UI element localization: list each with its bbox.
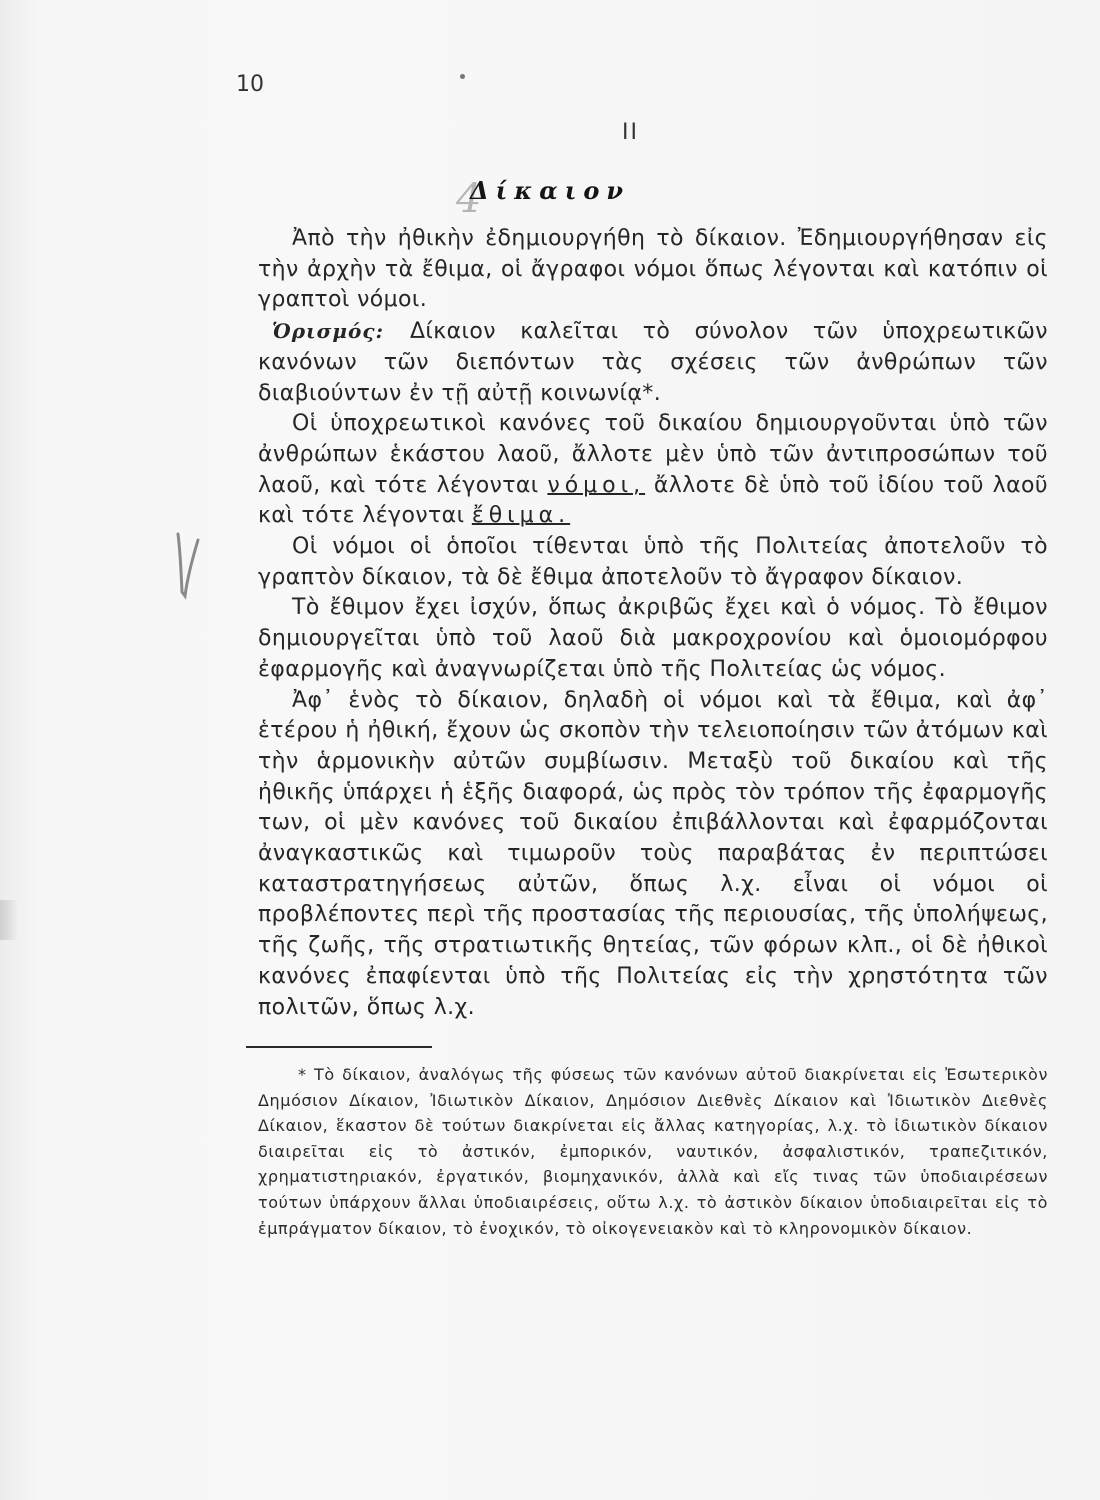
chapter-title: Δίκαιον: [470, 176, 630, 205]
paragraph-rules: [258, 409, 1048, 532]
paragraph-origin: Ἀπὸ τὴν ἠθικὴν ἐδημιουργήθη τὸ δίκαιον. Ἐδημιουργήθησαν εἰς τὴν ἀρχὴν τὰ ἔθιμα, οἱ ἄγραφοι νόμοι ὅπως λέγονται καὶ κατόπιν οἱ γραπτοὶ νόμοι.: [258, 226, 1048, 313]
rules-text-a: Οἱ ὑποχρεωτικοὶ κανόνες τοῦ δικαίου δημιουργοῦνται ὑπὸ τῶν ἀνθρώπων ἑκάστου λαοῦ, ἄλλοτε μὲν ὑπὸ τῶν ἀντιπροσώπων τοῦ λαοῦ, καὶ τότε λέγονται: [258, 411, 1048, 498]
paragraph-law-ethics: Ἀφ᾽ ἑνὸς τὸ δίκαιον, δηλαδὴ οἱ νόμοι καὶ τὰ ἔθιμα, καὶ ἀφ᾽ ἑτέρου ἡ ἠθική, ἔχουν ὡς σκοπὸν τὴν τελειοποίησιν τῶν ἀτόμων καὶ τὴν ἁρμονικὴν αὐτῶν συμβίωσιν. Μεταξὺ τοῦ δικαίου καὶ τῆς ἠθικῆς ὑπάρχει ἡ ἑξῆς διαφορά, ὡς πρὸς τὸν τρόπον τῆς ἐφαρμογῆς των, οἱ μὲν κανόνες τοῦ δικαίου ἐπιβάλλονται καὶ ἐφαρμόζονται ἀναγκαστικῶς καὶ τιμωροῦν τοὺς παραβάτας ἐν περιπτώσει καταστρατηγήσεως αὐτῶν, ὅπως λ.χ. εἶναι οἱ νόμοι οἱ προβλέποντες περὶ τῆς προστασίας τῆς περιουσίας, τῆς ὑπολήψεως, τῆς ζωῆς, τῆς στρατιωτικῆς θητείας, τῶν φόρων κλπ., οἱ δὲ ἠθικοὶ κανόνες ἐπαφίενται ὑπὸ τῆς Πολιτείας εἰς τὴν χρηστότητα τῶν πολιτῶν, ὅπως λ.χ.: [258, 687, 1048, 1020]
definition-term: Ὁρισμός:: [272, 319, 384, 344]
paragraph-custom: Τὸ ἔθιμον ἔχει ἰσχύν, ὅπως ἀκριβῶς ἔχει καὶ ὁ νόμος. Τὸ ἔθιμον δημιουργεῖται ὑπὸ τοῦ λαοῦ διὰ μακροχρονίου καὶ ὁμοιομόρφου ἐφαρμογῆς καὶ ἀναγνωρίζεται ὑπὸ τῆς Πολιτείας ὡς νόμος.: [258, 595, 1048, 682]
term-ethima: ἔθιμα.: [471, 503, 571, 529]
paragraph-definition: [258, 316, 1048, 409]
footnote-divider: [246, 1046, 432, 1048]
page-number: 10: [236, 72, 264, 97]
footnote: * Τὸ δίκαιον, ἀναλόγως τῆς φύσεως τῶν κανόνων αὐτοῦ διακρίνεται εἰς Ἐσωτερικὸν Δημόσιον Δίκαιον, Ἰδιωτικὸν Δίκαιον, Δημόσιον Διεθνὲς Δίκαιον καὶ Ἰδιωτικὸν Διεθνὲς Δίκαιον, ἕκαστον δὲ τούτων διακρίνεται εἰς ἄλλας κατηγορίας, λ.χ. τὸ ἰδιωτικὸν δίκαιον διαιρεῖται εἰς τὸ ἀστικόν, ἐμπορικόν, ναυτικόν, ἀσφαλιστικόν, τραπεζιτικόν, χρηματιστηριακόν, ἐργατικόν, βιομηχανικόν, ἀλλὰ καὶ εἴς τινας τῶν ὑποδιαιρέσεων τούτων ὑπάρχουν ἄλλαι ὑποδιαιρέσεις, οὕτω λ.χ. τὸ ἀστικὸν δίκαιον ὑποδιαιρεῖται εἰς τὸ ἐμπράγματον δίκαιον, τὸ ἐνοχικόν, τὸ οἰκογενειακὸν καὶ τὸ κληρονομικὸν δίκαιον.: [258, 1065, 1048, 1238]
rules-text-b: ἄλλοτε δὲ ὑπὸ τοῦ ἰδίου τοῦ λαοῦ καὶ τότε λέγονται: [258, 472, 1048, 529]
definition-text: Δίκαιον καλεῖται τὸ σύνολον τῶν ὑποχρεωτικῶν κανόνων τῶν διεπόντων τὰς σχέσεις τῶν ἀνθρώπων τῶν διαβιούντων ἐν τῇ αὐτῇ κοινωνίᾳ*.: [258, 319, 1048, 406]
chapter-number: II: [622, 120, 639, 145]
ink-dot: [460, 74, 465, 79]
pencil-mark: 4: [456, 176, 482, 222]
page-edge-shadow: [0, 900, 18, 940]
term-nomoi: νόμοι,: [547, 472, 646, 498]
paragraph-written-law: Οἱ νόμοι οἱ ὁποῖοι τίθενται ὑπὸ τῆς Πολιτείας ἀποτελοῦν τὸ γραπτὸν δίκαιον, τὰ δὲ ἔθιμα ἀποτελοῦν τὸ ἄγραφον δίκαιον.: [258, 534, 1048, 590]
main-text: [258, 224, 1048, 1023]
pencil-margin-stroke-icon: [172, 530, 202, 600]
